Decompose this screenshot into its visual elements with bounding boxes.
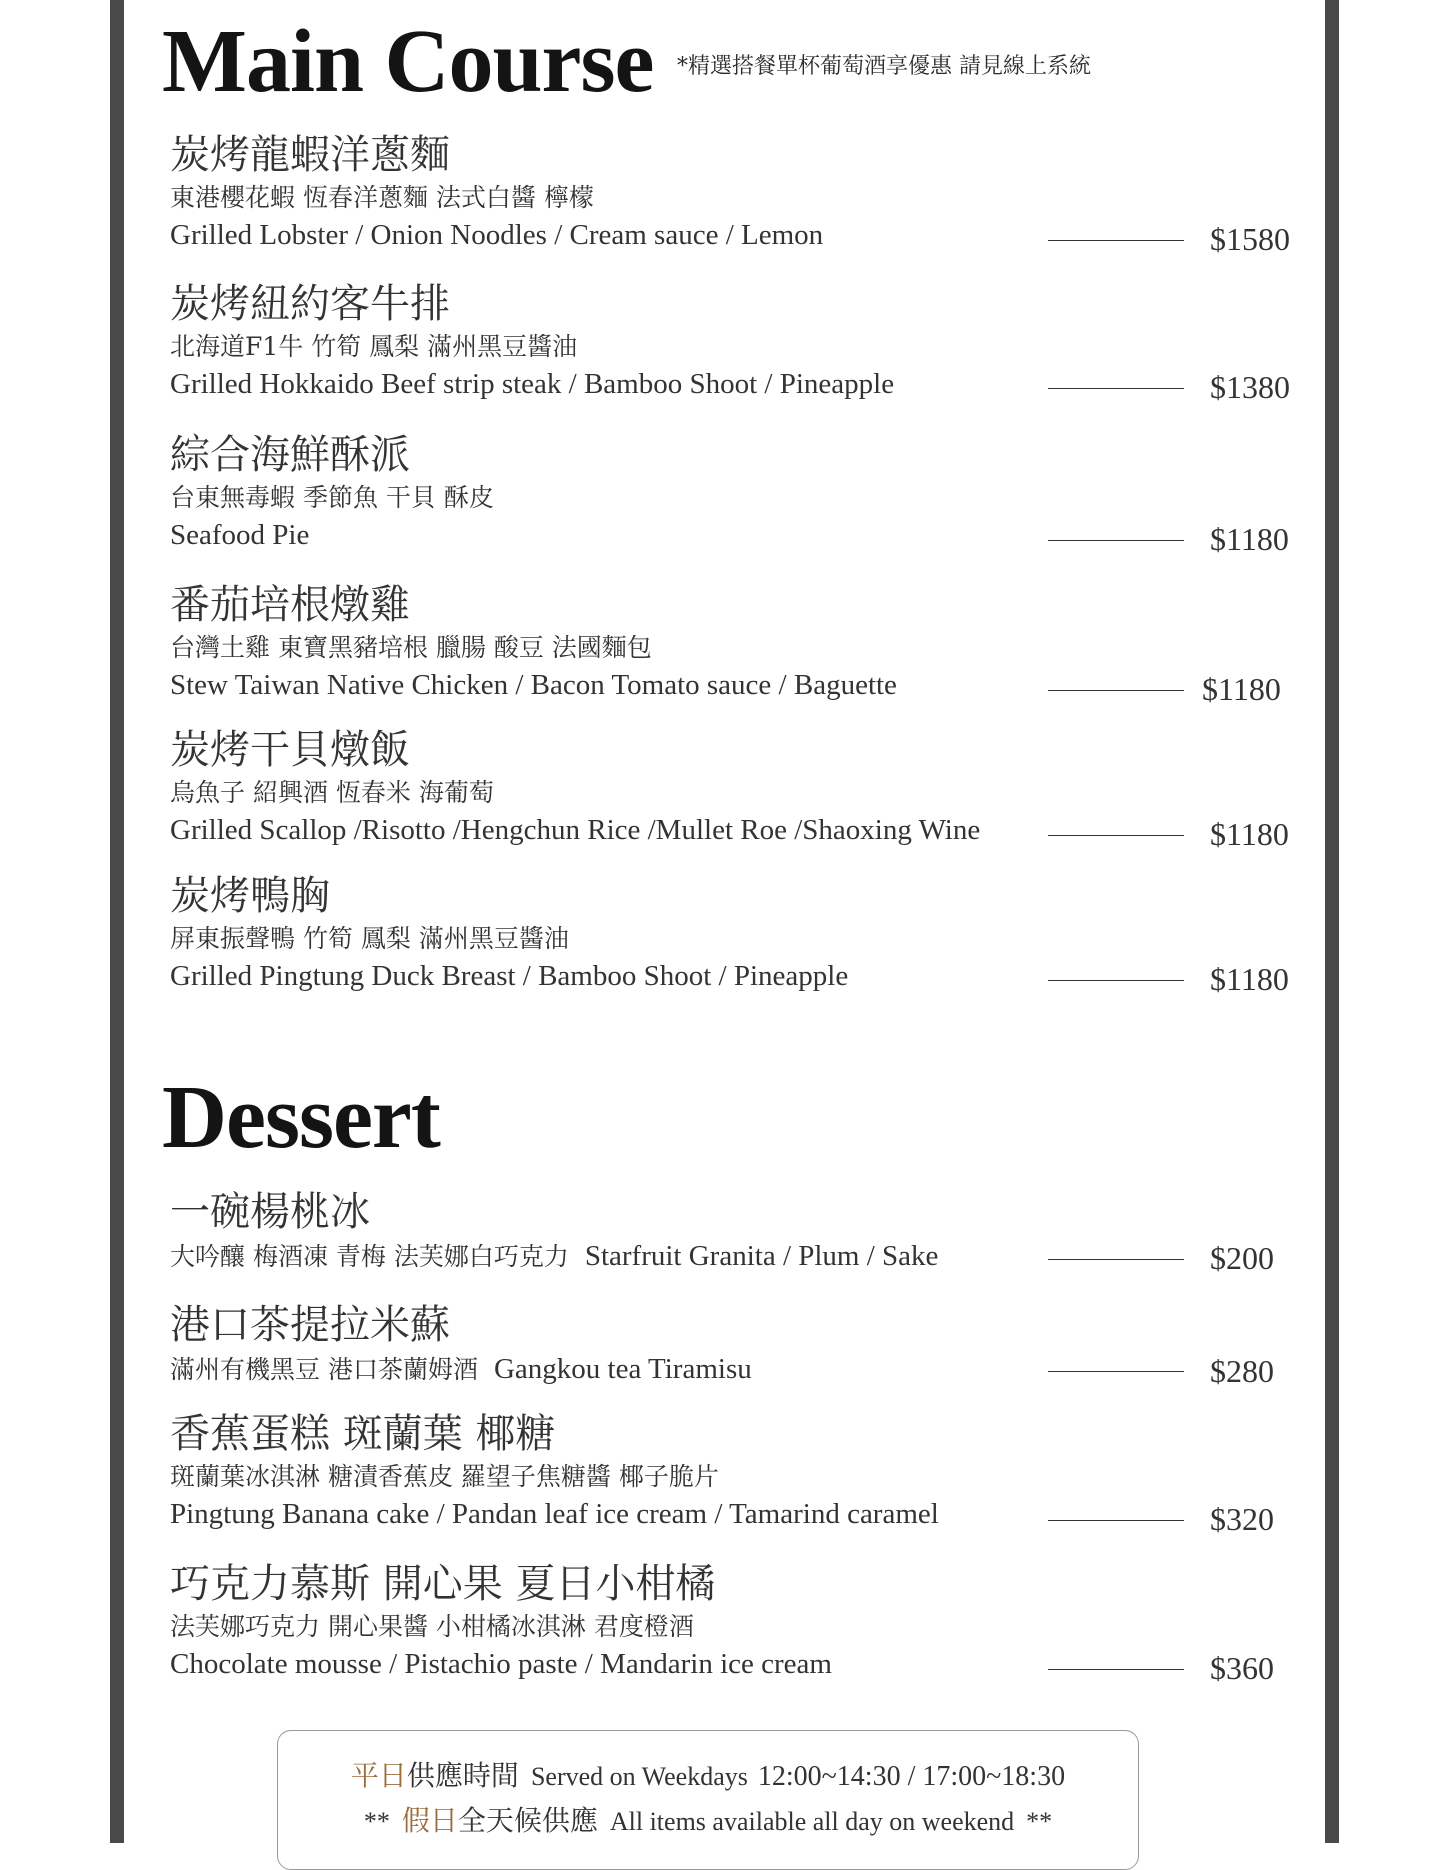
item-price: $360 bbox=[1210, 1650, 1274, 1686]
price-leader-line bbox=[1048, 1259, 1184, 1260]
price-leader-line bbox=[1048, 835, 1184, 836]
item-zh-desc: 屏東振聲鴨 竹筍 鳳梨 滿州黑豆醬油 bbox=[170, 924, 569, 953]
item-zh-name: 炭烤紐約客牛排 bbox=[170, 281, 450, 327]
main-course-heading: Main Course bbox=[162, 12, 654, 111]
item-price: $280 bbox=[1210, 1353, 1274, 1389]
item-price: $1380 bbox=[1210, 369, 1290, 405]
item-zh-name: 香蕉蛋糕 斑蘭葉 椰糖 bbox=[170, 1411, 556, 1457]
price-leader-line bbox=[1048, 980, 1184, 981]
item-zh-desc: 台東無毒蝦 季節魚 干貝 酥皮 bbox=[170, 483, 494, 512]
item-zh-desc: 滿州有機黑豆 港口茶蘭姆酒 bbox=[170, 1355, 478, 1384]
weekend-zh-text: 全天候供應 bbox=[457, 1804, 598, 1837]
item-zh-desc: 北海道F1牛 竹筍 鳳梨 滿州黑豆醬油 bbox=[170, 332, 578, 361]
item-en-name: Stew Taiwan Native Chicken / Bacon Tomato sauce / Baguette bbox=[170, 669, 897, 701]
price-leader-line bbox=[1048, 690, 1184, 691]
price-leader-line bbox=[1048, 1669, 1184, 1670]
weekday-label: 平日 bbox=[350, 1759, 407, 1792]
star-marker-left: ** bbox=[363, 1807, 390, 1836]
item-en-name: Grilled Pingtung Duck Breast / Bamboo Shoot / Pineapple bbox=[170, 960, 849, 992]
item-price: $1580 bbox=[1210, 221, 1290, 257]
item-zh-desc: 大吟釀 梅酒凍 青梅 法芙娜白巧克力 bbox=[170, 1242, 569, 1271]
item-zh-desc: 斑蘭葉冰淇淋 糖漬香蕉皮 羅望子焦糖醬 椰子脆片 bbox=[170, 1462, 719, 1491]
item-price: $1180 bbox=[1210, 961, 1289, 997]
item-zh-name: 一碗楊桃冰 bbox=[170, 1189, 370, 1235]
item-desc-line bbox=[170, 1242, 938, 1271]
weekend-label: 假日 bbox=[401, 1804, 458, 1837]
menu-item-scallop-risotto bbox=[170, 727, 1310, 870]
wine-pairing-note: *精選搭餐單杯葡萄酒享優惠 請見線上系統 bbox=[677, 54, 1091, 79]
item-price: $1180 bbox=[1210, 816, 1289, 852]
weekday-en-text: Served on Weekdays bbox=[530, 1762, 748, 1791]
menu-item-banana-cake bbox=[170, 1411, 1310, 1554]
menu-item-stew-chicken bbox=[170, 582, 1310, 725]
price-leader-line bbox=[1048, 1520, 1184, 1521]
menu-item-chocolate-mousse bbox=[170, 1561, 1310, 1704]
item-en-name: Starfruit Granita / Plum / Sake bbox=[584, 1240, 939, 1272]
weekend-hours-line bbox=[278, 1799, 1138, 1839]
item-en-name: Grilled Lobster / Onion Noodles / Cream sauce / Lemon bbox=[170, 219, 824, 251]
item-en-name: Chocolate mousse / Pistachio paste / Mandarin ice cream bbox=[170, 1648, 832, 1680]
item-desc-line bbox=[170, 1355, 752, 1384]
item-zh-name: 炭烤鴨胸 bbox=[170, 873, 330, 919]
item-zh-desc: 法芙娜巧克力 開心果醬 小柑橘冰淇淋 君度橙酒 bbox=[170, 1612, 694, 1641]
weekday-zh-text: 供應時間 bbox=[406, 1759, 519, 1792]
item-price: $1180 bbox=[1202, 671, 1281, 707]
item-price: $1180 bbox=[1210, 521, 1289, 557]
item-en-name: Pingtung Banana cake / Pandan leaf ice cream / Tamarind caramel bbox=[170, 1498, 939, 1530]
serving-hours-box bbox=[277, 1730, 1139, 1870]
menu-item-lobster-noodles bbox=[170, 132, 1310, 275]
item-price: $320 bbox=[1210, 1501, 1274, 1537]
item-zh-name: 番茄培根燉雞 bbox=[170, 582, 410, 628]
menu-frame-right bbox=[1325, 0, 1339, 1843]
item-zh-name: 港口茶提拉米蘇 bbox=[170, 1302, 450, 1348]
item-en-name: Grilled Scallop /Risotto /Hengchun Rice /Mullet Roe /Shaoxing Wine bbox=[170, 814, 981, 846]
menu-item-strip-steak bbox=[170, 281, 1310, 424]
weekend-en-text: All items available all day on weekend bbox=[609, 1807, 1015, 1836]
item-zh-name: 炭烤龍蝦洋蔥麵 bbox=[170, 132, 450, 178]
item-zh-name: 炭烤干貝燉飯 bbox=[170, 727, 410, 773]
menu-item-seafood-pie bbox=[170, 432, 1310, 575]
menu-item-duck-breast bbox=[170, 873, 1310, 1016]
item-zh-name: 綜合海鮮酥派 bbox=[170, 432, 410, 478]
weekday-hours-line bbox=[278, 1754, 1138, 1794]
item-en-name: Grilled Hokkaido Beef strip steak / Bamboo Shoot / Pineapple bbox=[170, 368, 895, 400]
item-zh-name: 巧克力慕斯 開心果 夏日小柑橘 bbox=[170, 1561, 716, 1607]
price-leader-line bbox=[1048, 388, 1184, 389]
price-leader-line bbox=[1048, 240, 1184, 241]
item-zh-desc: 台灣土雞 東寶黑豬培根 臘腸 酸豆 法國麵包 bbox=[170, 633, 652, 662]
weekday-time: 12:00~14:30 / 17:00~18:30 bbox=[757, 1761, 1066, 1792]
item-en-name: Seafood Pie bbox=[170, 519, 310, 551]
menu-frame-left bbox=[110, 0, 124, 1843]
price-leader-line bbox=[1048, 540, 1184, 541]
item-price: $200 bbox=[1210, 1240, 1274, 1276]
item-en-name: Gangkou tea Tiramisu bbox=[493, 1353, 752, 1385]
item-zh-desc: 烏魚子 紹興酒 恆春米 海葡萄 bbox=[170, 778, 494, 807]
dessert-heading: Dessert bbox=[162, 1068, 440, 1167]
item-zh-desc: 東港櫻花蝦 恆春洋蔥麵 法式白醬 檸檬 bbox=[170, 183, 594, 212]
price-leader-line bbox=[1048, 1371, 1184, 1372]
star-marker-right: ** bbox=[1026, 1807, 1053, 1836]
